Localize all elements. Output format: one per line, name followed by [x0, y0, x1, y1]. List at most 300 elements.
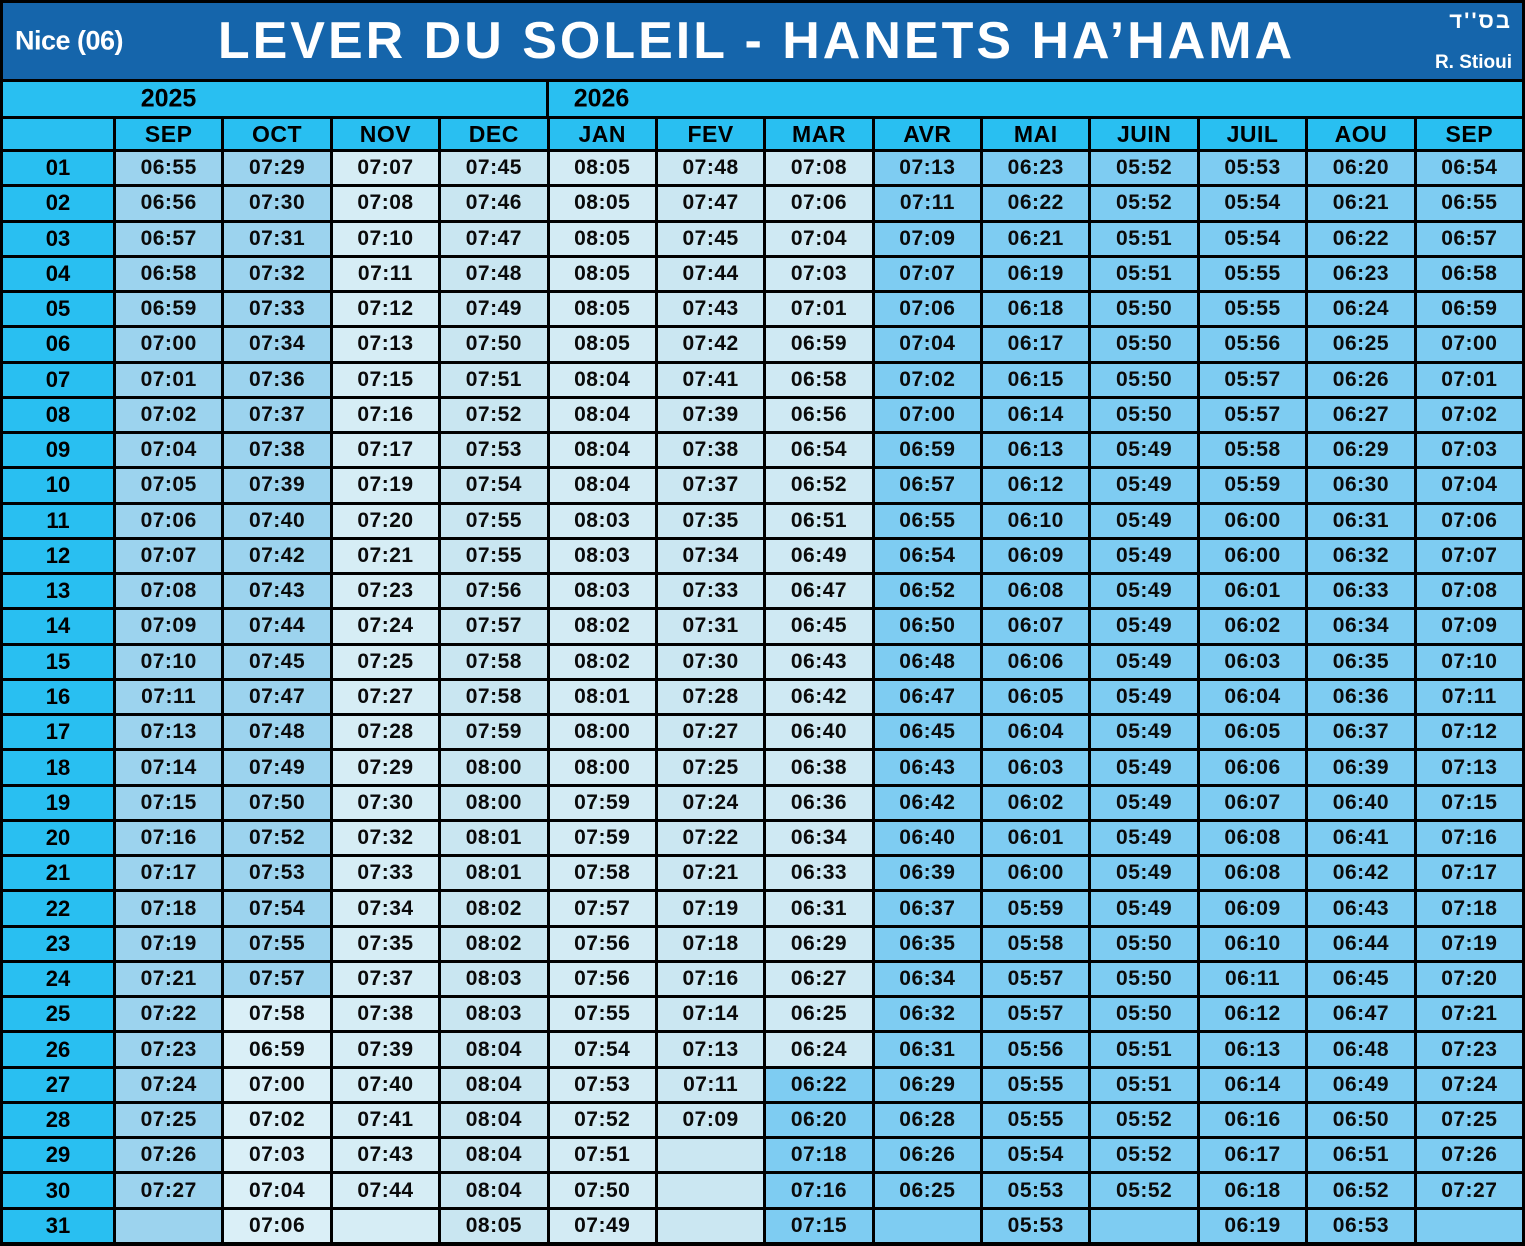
time-cell: 08:02 [441, 892, 546, 924]
time-cell: 08:04 [550, 399, 655, 431]
time-cell: 07:48 [224, 716, 329, 748]
time-cell: 07:32 [333, 822, 438, 854]
time-cell: 07:28 [333, 716, 438, 748]
time-cell: 07:00 [116, 328, 221, 360]
time-cell: 06:29 [1308, 434, 1413, 466]
time-cell: 08:03 [550, 540, 655, 572]
time-cell: 07:03 [224, 1139, 329, 1171]
time-cell: 06:01 [983, 822, 1088, 854]
time-cell: 06:07 [983, 610, 1088, 642]
time-cell: 08:03 [441, 963, 546, 995]
time-cell: 06:57 [1417, 223, 1522, 255]
time-cell: 06:00 [1200, 505, 1305, 537]
time-cell: 07:41 [658, 364, 763, 396]
time-cell [658, 1174, 763, 1206]
day-cell: 08 [3, 399, 113, 431]
time-cell: 05:53 [983, 1210, 1088, 1242]
time-cell: 07:07 [116, 540, 221, 572]
time-cell: 06:48 [875, 646, 980, 678]
time-cell: 07:56 [441, 575, 546, 607]
time-cell: 07:33 [658, 575, 763, 607]
time-cell: 08:04 [441, 1174, 546, 1206]
time-cell [658, 1210, 763, 1242]
time-cell: 06:04 [1200, 681, 1305, 713]
time-cell: 06:06 [1200, 751, 1305, 783]
time-cell: 06:43 [875, 751, 980, 783]
month-header-fev-2026: FEV [658, 119, 763, 149]
time-cell: 08:01 [441, 822, 546, 854]
time-cell: 05:57 [1200, 364, 1305, 396]
time-cell: 07:19 [116, 928, 221, 960]
time-cell: 06:59 [116, 293, 221, 325]
credit-block [1435, 8, 1512, 74]
day-cell: 24 [3, 963, 113, 995]
day-cell: 07 [3, 364, 113, 396]
time-cell: 07:27 [116, 1174, 221, 1206]
time-cell: 06:29 [766, 928, 871, 960]
table-row [3, 1139, 1522, 1171]
time-cell: 07:13 [1417, 751, 1522, 783]
time-cell: 07:22 [658, 822, 763, 854]
time-cell: 06:05 [983, 681, 1088, 713]
day-cell: 26 [3, 1033, 113, 1065]
day-cell: 22 [3, 892, 113, 924]
time-cell: 07:02 [875, 364, 980, 396]
time-cell: 05:53 [1200, 152, 1305, 184]
day-cell: 02 [3, 187, 113, 219]
time-cell: 05:58 [983, 928, 1088, 960]
time-cell: 06:44 [1308, 928, 1413, 960]
time-cell: 07:55 [224, 928, 329, 960]
time-cell: 06:05 [1200, 716, 1305, 748]
time-cell: 06:47 [875, 681, 980, 713]
time-cell: 07:16 [766, 1174, 871, 1206]
time-cell: 06:06 [983, 646, 1088, 678]
day-cell: 11 [3, 505, 113, 537]
time-cell: 06:47 [1308, 998, 1413, 1030]
time-cell: 07:21 [1417, 998, 1522, 1030]
time-cell: 07:01 [766, 293, 871, 325]
time-cell: 07:45 [441, 152, 546, 184]
time-cell: 08:05 [550, 187, 655, 219]
day-cell: 23 [3, 928, 113, 960]
year-2025-cell [3, 82, 546, 116]
time-cell [1091, 1210, 1196, 1242]
time-cell: 07:39 [658, 399, 763, 431]
time-cell: 07:59 [550, 822, 655, 854]
time-cell: 05:50 [1091, 998, 1196, 1030]
time-cell: 06:32 [1308, 540, 1413, 572]
time-cell: 06:35 [1308, 646, 1413, 678]
time-cell: 07:25 [658, 751, 763, 783]
time-cell: 06:55 [1417, 187, 1522, 219]
time-cell: 05:49 [1091, 540, 1196, 572]
time-cell: 07:36 [224, 364, 329, 396]
time-cell: 06:12 [983, 469, 1088, 501]
time-cell: 06:58 [1417, 258, 1522, 290]
time-cell: 06:53 [1308, 1210, 1413, 1242]
time-cell: 07:19 [333, 469, 438, 501]
time-cell: 06:10 [1200, 928, 1305, 960]
time-cell: 05:49 [1091, 610, 1196, 642]
month-header-jan-2026: JAN [550, 119, 655, 149]
time-cell: 06:56 [116, 187, 221, 219]
corner-cell [3, 119, 113, 149]
time-cell: 07:12 [1417, 716, 1522, 748]
time-cell: 08:04 [550, 434, 655, 466]
time-cell: 07:30 [658, 646, 763, 678]
time-cell: 07:10 [333, 223, 438, 255]
time-cell: 07:43 [224, 575, 329, 607]
time-cell: 06:33 [766, 857, 871, 889]
time-cell: 05:51 [1091, 1069, 1196, 1101]
time-cell: 07:16 [658, 963, 763, 995]
time-cell: 08:03 [550, 505, 655, 537]
time-cell: 06:25 [875, 1174, 980, 1206]
table-row [3, 364, 1522, 396]
time-cell: 07:08 [116, 575, 221, 607]
time-cell: 06:57 [875, 469, 980, 501]
time-cell: 08:04 [441, 1139, 546, 1171]
time-cell: 08:05 [550, 258, 655, 290]
day-cell: 20 [3, 822, 113, 854]
day-cell: 16 [3, 681, 113, 713]
time-cell: 07:08 [333, 187, 438, 219]
time-cell: 07:57 [224, 963, 329, 995]
day-cell: 28 [3, 1104, 113, 1136]
time-cell: 07:21 [333, 540, 438, 572]
time-cell: 07:41 [333, 1104, 438, 1136]
time-cell: 07:24 [1417, 1069, 1522, 1101]
table-row [3, 1174, 1522, 1206]
time-cell: 07:18 [658, 928, 763, 960]
table-row [3, 540, 1522, 572]
time-cell: 08:04 [441, 1104, 546, 1136]
time-cell: 06:45 [1308, 963, 1413, 995]
time-cell: 06:55 [875, 505, 980, 537]
day-cell: 12 [3, 540, 113, 572]
table-row [3, 328, 1522, 360]
time-cell: 06:17 [983, 328, 1088, 360]
time-cell: 07:47 [224, 681, 329, 713]
day-cell: 25 [3, 998, 113, 1030]
time-cell: 06:18 [1200, 1174, 1305, 1206]
time-cell: 07:34 [333, 892, 438, 924]
time-cell: 06:41 [1308, 822, 1413, 854]
time-cell: 07:57 [441, 610, 546, 642]
time-cell: 07:21 [658, 857, 763, 889]
time-cell: 06:07 [1200, 787, 1305, 819]
time-cell: 07:11 [875, 187, 980, 219]
time-cell: 07:59 [550, 787, 655, 819]
time-cell: 05:50 [1091, 963, 1196, 995]
table-row [3, 152, 1522, 184]
time-cell: 07:20 [1417, 963, 1522, 995]
time-cell: 07:53 [550, 1069, 655, 1101]
time-cell: 07:28 [658, 681, 763, 713]
time-cell: 07:09 [1417, 610, 1522, 642]
time-cell: 05:56 [983, 1033, 1088, 1065]
time-cell: 05:49 [1091, 822, 1196, 854]
time-cell: 05:57 [983, 998, 1088, 1030]
time-cell: 06:28 [875, 1104, 980, 1136]
time-cell: 07:05 [116, 469, 221, 501]
time-cell: 06:32 [875, 998, 980, 1030]
time-cell: 07:53 [441, 434, 546, 466]
time-cell: 07:37 [333, 963, 438, 995]
time-cell: 06:22 [983, 187, 1088, 219]
time-cell: 07:15 [116, 787, 221, 819]
time-cell: 06:26 [875, 1139, 980, 1171]
time-cell: 06:21 [983, 223, 1088, 255]
table-row [3, 399, 1522, 431]
day-cell: 27 [3, 1069, 113, 1101]
time-cell: 05:49 [1091, 681, 1196, 713]
day-cell: 13 [3, 575, 113, 607]
time-cell: 06:33 [1308, 575, 1413, 607]
time-cell [658, 1139, 763, 1171]
time-cell: 05:49 [1091, 646, 1196, 678]
time-cell: 08:03 [550, 575, 655, 607]
time-cell: 06:13 [983, 434, 1088, 466]
time-cell: 05:49 [1091, 575, 1196, 607]
table-row [3, 505, 1522, 537]
time-cell: 08:00 [441, 751, 546, 783]
day-cell: 21 [3, 857, 113, 889]
time-cell: 07:04 [224, 1174, 329, 1206]
time-cell: 06:38 [766, 751, 871, 783]
time-cell: 07:02 [224, 1104, 329, 1136]
time-cell: 07:42 [224, 540, 329, 572]
time-cell: 07:38 [224, 434, 329, 466]
time-cell: 05:49 [1091, 857, 1196, 889]
day-cell: 04 [3, 258, 113, 290]
table-row [3, 610, 1522, 642]
time-cell: 08:04 [441, 1033, 546, 1065]
time-cell: 06:14 [1200, 1069, 1305, 1101]
time-cell: 06:09 [983, 540, 1088, 572]
time-cell: 05:54 [1200, 223, 1305, 255]
time-cell: 05:58 [1200, 434, 1305, 466]
time-cell: 06:52 [875, 575, 980, 607]
time-cell: 07:09 [116, 610, 221, 642]
author-credit: R. Stioui [1434, 52, 1512, 73]
time-cell: 06:24 [766, 1033, 871, 1065]
time-cell: 07:17 [1417, 857, 1522, 889]
time-cell: 07:30 [224, 187, 329, 219]
time-cell: 07:44 [333, 1174, 438, 1206]
time-cell: 07:17 [333, 434, 438, 466]
month-header-dec-2025: DEC [441, 119, 546, 149]
time-cell: 07:16 [333, 399, 438, 431]
time-cell: 08:03 [441, 998, 546, 1030]
time-cell: 07:16 [116, 822, 221, 854]
time-cell: 06:40 [766, 716, 871, 748]
time-cell: 05:49 [1091, 716, 1196, 748]
table-row [3, 293, 1522, 325]
time-cell: 06:49 [1308, 1069, 1413, 1101]
time-cell: 07:44 [658, 258, 763, 290]
time-cell: 05:57 [983, 963, 1088, 995]
title-bar [3, 3, 1522, 79]
time-cell: 06:14 [983, 399, 1088, 431]
time-cell: 05:53 [983, 1174, 1088, 1206]
time-cell: 07:51 [441, 364, 546, 396]
time-cell: 07:00 [875, 399, 980, 431]
time-cell: 07:33 [333, 857, 438, 889]
table-row [3, 646, 1522, 678]
time-cell: 07:58 [224, 998, 329, 1030]
time-cell: 07:03 [766, 258, 871, 290]
time-cell: 07:04 [766, 223, 871, 255]
time-cell: 07:07 [875, 258, 980, 290]
time-cell: 07:37 [658, 469, 763, 501]
time-cell: 07:21 [116, 963, 221, 995]
time-cell: 06:58 [116, 258, 221, 290]
time-cell: 06:45 [766, 610, 871, 642]
time-cell: 05:57 [1200, 399, 1305, 431]
time-cell: 05:49 [1091, 505, 1196, 537]
time-cell: 07:47 [441, 223, 546, 255]
day-cell: 03 [3, 223, 113, 255]
time-cell: 07:27 [333, 681, 438, 713]
time-cell: 06:34 [875, 963, 980, 995]
time-cell: 06:25 [766, 998, 871, 1030]
table-row [3, 716, 1522, 748]
month-header-nov-2025: NOV [333, 119, 438, 149]
time-cell: 07:30 [333, 787, 438, 819]
time-cell: 06:19 [983, 258, 1088, 290]
location-label: Nice (06) [15, 25, 124, 56]
table-row [3, 434, 1522, 466]
time-cell: 07:31 [658, 610, 763, 642]
time-cell: 06:04 [983, 716, 1088, 748]
time-cell: 07:13 [333, 328, 438, 360]
time-cell: 05:49 [1091, 434, 1196, 466]
time-cell: 06:21 [1308, 187, 1413, 219]
day-cell: 30 [3, 1174, 113, 1206]
time-cell: 06:22 [766, 1069, 871, 1101]
time-cell: 08:01 [550, 681, 655, 713]
time-cell: 07:29 [333, 751, 438, 783]
time-cell: 06:17 [1200, 1139, 1305, 1171]
time-cell: 07:16 [1417, 822, 1522, 854]
hebrew-dedication: בס''ד [1449, 8, 1512, 33]
time-cell: 08:04 [550, 364, 655, 396]
time-cell: 06:13 [1200, 1033, 1305, 1065]
time-cell: 07:50 [441, 328, 546, 360]
time-cell: 06:16 [1200, 1104, 1305, 1136]
table-row [3, 258, 1522, 290]
time-cell: 07:45 [224, 646, 329, 678]
time-cell: 06:31 [1308, 505, 1413, 537]
time-cell: 08:04 [550, 469, 655, 501]
day-cell: 15 [3, 646, 113, 678]
time-cell: 07:56 [550, 963, 655, 995]
time-cell: 06:12 [1200, 998, 1305, 1030]
time-cell: 08:00 [441, 787, 546, 819]
time-cell: 07:08 [766, 152, 871, 184]
table-row [3, 1104, 1522, 1136]
table-body [3, 152, 1522, 1242]
time-cell: 06:02 [1200, 610, 1305, 642]
time-cell: 06:40 [1308, 787, 1413, 819]
time-cell: 07:19 [658, 892, 763, 924]
time-cell: 07:55 [441, 540, 546, 572]
time-cell: 06:59 [224, 1033, 329, 1065]
time-cell: 06:34 [1308, 610, 1413, 642]
time-cell: 07:52 [224, 822, 329, 854]
time-cell: 07:34 [658, 540, 763, 572]
time-cell: 06:51 [766, 505, 871, 537]
time-cell: 07:59 [441, 716, 546, 748]
month-header-aou-2026: AOU [1308, 119, 1413, 149]
year-2026-label: 2026 [573, 84, 630, 113]
time-cell: 07:04 [116, 434, 221, 466]
time-cell: 08:02 [550, 646, 655, 678]
year-2026-cell [549, 82, 1522, 116]
time-cell: 07:27 [658, 716, 763, 748]
time-cell: 07:49 [550, 1210, 655, 1242]
time-cell: 07:22 [116, 998, 221, 1030]
time-cell: 06:45 [875, 716, 980, 748]
time-cell: 07:58 [441, 681, 546, 713]
time-cell: 07:32 [224, 258, 329, 290]
time-cell: 08:05 [550, 223, 655, 255]
time-cell: 07:40 [224, 505, 329, 537]
time-cell: 07:19 [1417, 928, 1522, 960]
time-cell: 07:04 [875, 328, 980, 360]
time-cell: 06:47 [766, 575, 871, 607]
time-cell: 07:23 [116, 1033, 221, 1065]
time-cell: 05:56 [1200, 328, 1305, 360]
time-cell: 06:36 [766, 787, 871, 819]
time-cell: 07:43 [333, 1139, 438, 1171]
time-cell: 07:06 [116, 505, 221, 537]
day-cell: 09 [3, 434, 113, 466]
time-cell: 07:15 [766, 1210, 871, 1242]
time-cell: 07:38 [333, 998, 438, 1030]
time-cell: 07:26 [1417, 1139, 1522, 1171]
time-cell: 05:59 [1200, 469, 1305, 501]
time-cell: 06:11 [1200, 963, 1305, 995]
time-cell: 06:56 [766, 399, 871, 431]
time-cell: 06:22 [1308, 223, 1413, 255]
time-cell: 05:52 [1091, 152, 1196, 184]
table-row [3, 857, 1522, 889]
time-cell: 05:54 [1200, 187, 1305, 219]
time-cell: 07:49 [224, 751, 329, 783]
time-cell: 07:10 [1417, 646, 1522, 678]
table-row [3, 751, 1522, 783]
time-cell: 05:50 [1091, 293, 1196, 325]
time-cell: 07:15 [333, 364, 438, 396]
time-cell: 05:55 [1200, 293, 1305, 325]
time-cell: 06:50 [1308, 1104, 1413, 1136]
time-cell: 06:37 [1308, 716, 1413, 748]
time-cell: 05:54 [983, 1139, 1088, 1171]
time-cell: 07:44 [224, 610, 329, 642]
time-cell: 07:25 [333, 646, 438, 678]
time-cell: 08:00 [550, 716, 655, 748]
time-cell: 07:13 [116, 716, 221, 748]
time-cell: 07:18 [116, 892, 221, 924]
time-cell: 05:49 [1091, 787, 1196, 819]
time-cell: 07:03 [1417, 434, 1522, 466]
time-cell: 07:09 [658, 1104, 763, 1136]
time-cell: 07:54 [441, 469, 546, 501]
time-cell: 07:50 [550, 1174, 655, 1206]
